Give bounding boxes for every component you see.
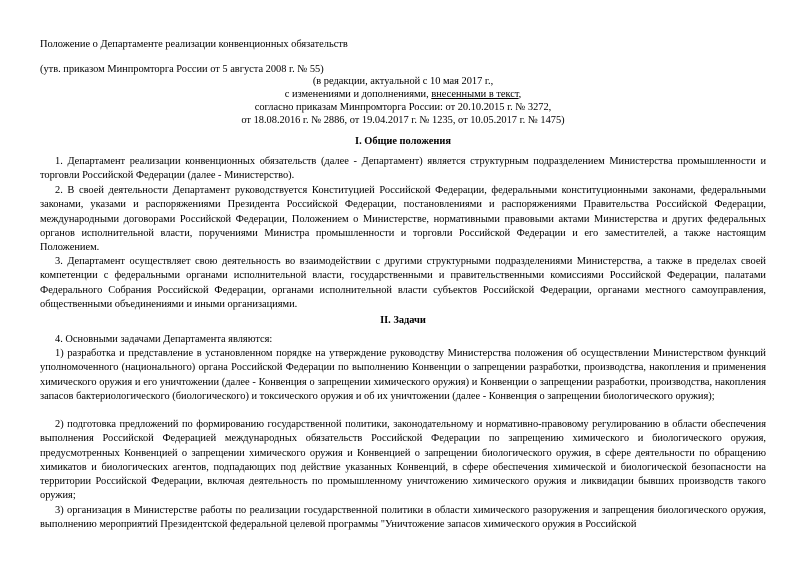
document-title: Положение о Департаменте реализации конвенционных обязательств	[40, 39, 348, 50]
amendments-link[interactable]: внесенными в текст	[431, 89, 519, 100]
paragraph-2: 2. В своей деятельности Департамент руководствуется Конституцией Российской Федерации, федеральными конституционными законами, федеральными законами, указами и распоряжениями Президента Российской Федерации, постановлениями и распоряжениями Правительства Российской Федерации, международными договорами Российской Федерации, Положением о Министерстве, нормативными правовыми актами Министерства и других федеральных органов исполнительной власти, поручениями Министра промышленности и торговли Российской Федерации и его заместителей, а также настоящим Положением.	[40, 185, 766, 254]
section-heading-general: I. Общие положения	[355, 136, 451, 147]
task-item-2: 2) подготовка предложений по формированию государственной политики, законодательному и нормативно-правовому регулированию в области обеспечения выполнения Российской Федерацией международных обязательств Российской Федерации по запрещению химического и биологического оружия, предусмотренных Конвенцией о запрещении химического оружия и Конвенцией о запрещении биологического оружия, в сфере деятельности по обращению химикатов и биологических агентов, подпадающих под действие указанных Конвенций, в сфере обеспечения химической и биологической безопасности на территории Российской Федерации, включая деятельность по промышленному уничтожению химического оружия и ликвидации бывших производств такого оружия;	[40, 419, 766, 502]
paragraph-3: 3. Департамент осуществляет свою деятельность во взаимодействии с другими структурными подразделениями Министерства, а также в пределах своей компетенции с федеральными органами исполнительной власти, государственными и правительственными комиссиями Российской Федерации, палатами Федерального Собрания Российской Федерации, органами исполнительной власти субъектов Российской Федерации, органами местного самоуправления, общественными объединениями и иными организациями.	[40, 256, 766, 310]
edition-line-4: от 18.08.2016 г. № 2886, от 19.04.2017 г. № 1235, от 10.05.2017 г. № 1475)	[241, 115, 565, 126]
paragraph-1: 1. Департамент реализации конвенционных обязательств (далее - Департамент) является структурным подразделением Министерства промышленности и торговли Российской Федерации (далее - Министерство).	[40, 156, 766, 182]
approval-note: (утв. приказом Минпромторга России от 5 августа 2008 г. № 55)	[40, 64, 324, 75]
edition-line-2	[40, 88, 766, 101]
task-item-3: 3) организация в Министерстве работы по реализации государственной политики в области химического разоружения и запрещения биологического оружия, выполнению мероприятий Президентской федеральной целевой программы "Уничтожение запасов химического оружия в Российской	[40, 505, 766, 531]
section-heading-tasks: II. Задачи	[380, 315, 426, 326]
edition-line-2-text: с изменениями и дополнениями,	[284, 89, 432, 100]
edition-line-1: (в редакции, актуальной с 10 мая 2017 г.,	[312, 76, 494, 87]
task-item-1: 1) разработка и представление в установленном порядке на утверждение руководству Министерства положения об осуществлении Министерством функций уполномоченного (национального) органа Российской Федерации по выполнению Конвенции о запрещении разработки, производства, накопления и применения химического оружия и его уничтожении (далее - Конвенция о запрещении химического оружия) и Конвенции о запрещении разработки, производства, накопления запасов бактериологического (биологического) и токсического оружия и об их уничтожении (далее - Конвенция о запрещении биологического оружия);	[40, 348, 766, 402]
paragraph-4: 4. Основными задачами Департамента являются:	[55, 334, 273, 345]
edition-line-2-comma: ,	[518, 89, 522, 100]
edition-line-3: согласно приказам Минпромторга России: от 20.10.2015 г. № 3272,	[254, 102, 552, 113]
